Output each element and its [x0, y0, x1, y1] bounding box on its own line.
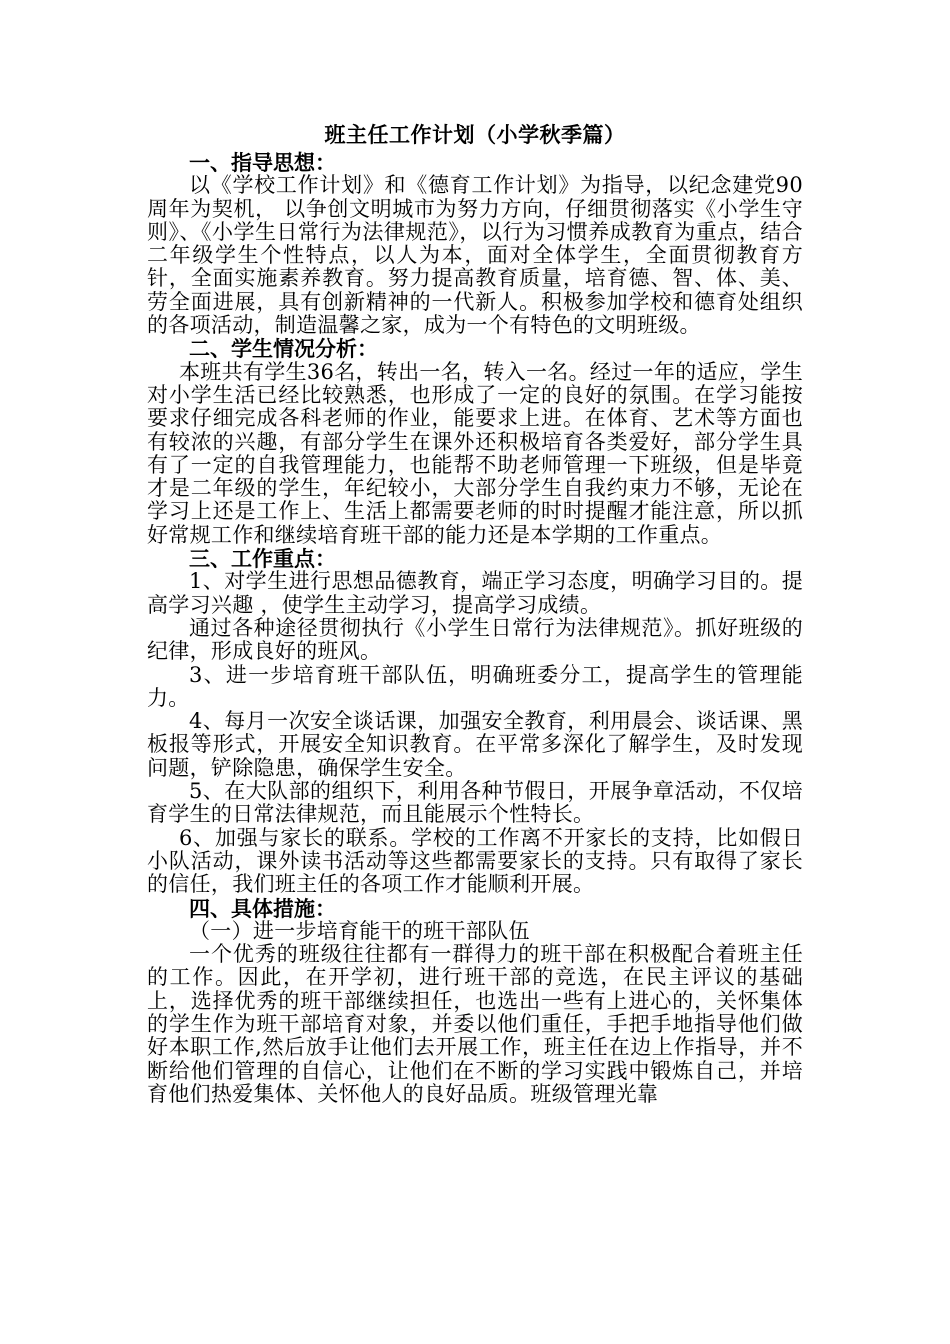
section-heading-specific-measures: 四、具体措施：: [189, 895, 336, 921]
paragraph: 以《学校工作计划》和《德育工作计划》为指导，以纪念建党90周年为契机， 以争创文明城市为努力方向，仔细贯彻落实《小学生守则》、《小学生日常行为法律规范》，以行为习惯养成教育为重点，结合二年级学生个性特点，以人为本，面对全体学生，全面贯彻教育方针，全面实施素养教育。努力提高教育质量，培育德、智、体、美、劳全面进展，具有创新精神的一代新人。积极参加学校和德育处组织的各项活动，制造温馨之家，成为一个有特色的文明班级。: [147, 173, 803, 338]
paragraph: 5、在大队部的组织下，利用各种节假日，开展争章活动，不仅培育学生的日常法律规范，而且能展示个性特长。: [147, 779, 803, 827]
paragraph: 1、对学生进行思想品德教育，端正学习态度，明确学习目的。提高学习兴趣 ，使学生主动学习，提高学习成绩。: [147, 569, 803, 617]
section-heading-student-analysis: 二、学生情况分析：: [189, 336, 378, 362]
paragraph: 本班共有学生36名，转出一名，转入一名。经过一年的适应，学生对小学生活已经比较熟悉，也形成了一定的良好的氛围。在学习能按要求仔细完成各科老师的作业，能要求上进。在体育、艺术等方面也有较浓的兴趣，有部分学生在课外还积极培育各类爱好，部分学生具有了一定的自我管理能力，也能帮不助老师管理一下班级，但是毕竟才是二年级的学生，年纪较小，大部分学生自我约束力不够，无论在学习上还是工作上、生活上都需要老师的时时提醒才能注意，所以抓好常规工作和继续培育班干部的能力还是本学期的工作重点。: [147, 359, 803, 547]
paragraph: 3、进一步培育班干部队伍，明确班委分工，提高学生的管理能力。: [147, 662, 803, 710]
section-heading-guiding-ideology: 一、指导思想：: [189, 150, 336, 175]
document-title: 班主任工作计划（小学秋季篇）: [324, 122, 626, 147]
paragraph: 4、每月一次安全谈话课，加强安全教育，利用晨会、谈话课、黑板报等形式，开展安全知识教育。在平常多深化了解学生，及时发现问题，铲除隐患，确保学生安全。: [147, 709, 803, 780]
paragraph: 6、加强与家长的联系。学校的工作离不开家长的支持，比如假日小队活动，课外读书活动等这些都需要家长的支持。只有取得了家长的信任，我们班主任的各项工作才能顺利开展。: [147, 825, 803, 897]
subsection-heading: （一）进一步培育能干的班干部队伍: [189, 918, 530, 943]
paragraph: 通过各种途径贯彻执行《小学生日常行为法律规范》。抓好班级的纪律，形成良好的班风。: [147, 615, 803, 664]
document-page: [147, 119, 803, 1106]
paragraph: 一个优秀的班级往往都有一群得力的班干部在积极配合着班主任的工作。因此，在开学初，进行班干部的竞选，在民主评议的基础上，选择优秀的班干部继续担任，也选出一些有上进心的，关怀集体的学生作为班干部培育对象，并委以他们重任，手把手地指导他们做好本职工作,然后放手让他们去开展工作，班主任在边上作指导，并不断给他们管理的自信心，让他们在不断的学习实践中锻炼自己，并培育他们热爱集体、关怀他人的良好品质。班级管理光靠: [147, 942, 803, 1106]
section-heading-work-focus: 三、工作重点：: [189, 546, 336, 572]
